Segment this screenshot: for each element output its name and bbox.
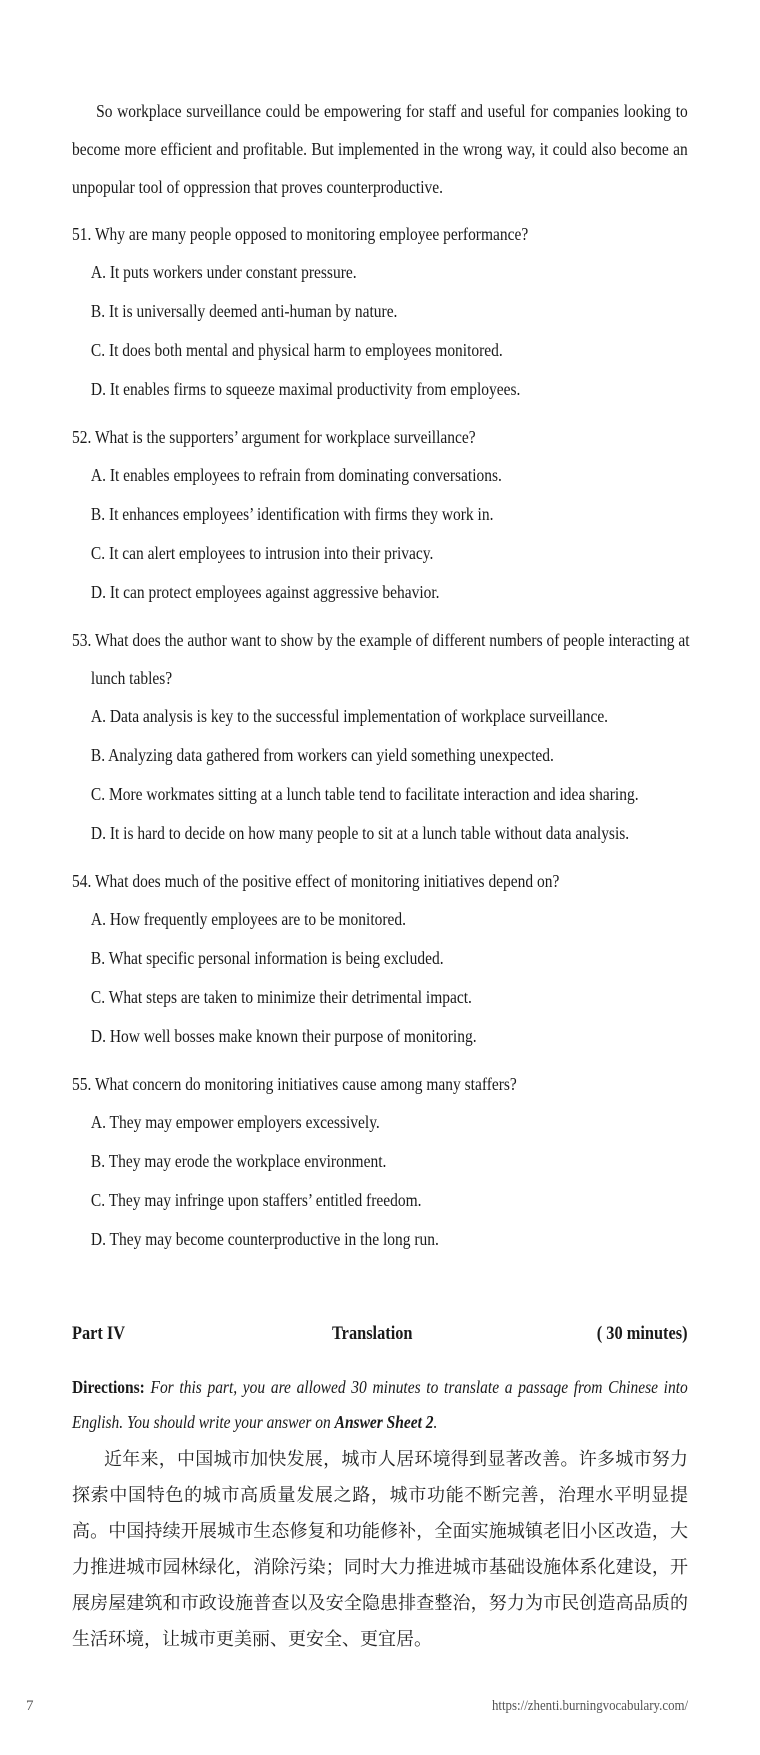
question-stem: 55. What concern do monitoring initiatives cause among many staffers? [72, 1074, 517, 1094]
question-stem: 53. What does the author want to show by the example of different numbers of people interacting at lunch tables? [72, 630, 690, 688]
answer-sheet-ref: Answer Sheet 2 [334, 1412, 434, 1432]
option-c: C. It can alert employees to intrusion into their privacy. [90, 543, 434, 563]
directions [72, 1370, 688, 1440]
option-b: B. They may erode the workplace environment. [90, 1151, 387, 1171]
intro-paragraph: So workplace surveillance could be empowering for staff and useful for companies looking to become more efficient and profitable. But implemented in the wrong way, it could also become an unpopular tool of oppression that proves counterproductive. [72, 101, 688, 197]
question-55 [72, 1065, 688, 1259]
reading-section [72, 92, 688, 1259]
question-54 [72, 862, 688, 1056]
part-time: ( 30 minutes) [597, 1323, 688, 1344]
directions-end: . [433, 1412, 438, 1432]
option-d: D. It is hard to decide on how many people to sit at a lunch table without data analysis. [90, 823, 630, 843]
option-a: A. It puts workers under constant pressure. [90, 262, 357, 282]
question-51 [72, 215, 688, 409]
option-a: A. How frequently employees are to be monitored. [90, 909, 407, 929]
option-c: C. More workmates sitting at a lunch table tend to facilitate interaction and idea sharing. [90, 784, 639, 804]
option-c: C. What steps are taken to minimize their detrimental impact. [90, 987, 472, 1007]
option-a: A. It enables employees to refrain from dominating conversations. [90, 465, 502, 485]
footer-url: https://zhenti.burningvocabulary.com/ [491, 1698, 688, 1714]
option-d: D. They may become counterproductive in the long run. [90, 1229, 439, 1249]
question-stem: 52. What is the supporters’ argument for workplace surveillance? [72, 427, 476, 447]
question-stem: 54. What does much of the positive effect of monitoring initiatives depend on? [72, 871, 560, 891]
option-b: B. It enhances employees’ identification with firms they work in. [90, 504, 494, 524]
part-title: Translation [332, 1323, 413, 1344]
page-number: 7 [26, 1698, 34, 1714]
option-c: C. They may infringe upon staffers’ entitled freedom. [90, 1190, 422, 1210]
chinese-passage: 近年来，中国城市加快发展，城市人居环境得到显著改善。许多城市努力探索中国特色的城市高质量发展之路，城市功能不断完善，治理水平明显提高。中国持续开展城市生态修复和功能修补，全面实施城镇老旧小区改造，大力推进城市园林绿化，消除污染；同时大力推进城市基础设施体系化建设，开展房屋建筑和市政设施普查以及安全隐患排查整治，努力为市民创造高品质的生活环境，让城市更美丽、更安全、更宜居。 [72, 1449, 688, 1650]
option-d: D. It can protect employees against aggressive behavior. [90, 582, 440, 602]
directions-label: Directions: [72, 1377, 145, 1397]
option-a: A. Data analysis is key to the successful implementation of workplace surveillance. [90, 706, 609, 726]
directions-text: For this part, you are allowed 30 minutes to translate a passage from Chinese into English. You should write your answer on [72, 1377, 688, 1432]
option-b: B. Analyzing data gathered from workers can yield something unexpected. [90, 745, 554, 765]
question-53 [72, 621, 688, 853]
option-b: B. It is universally deemed anti-human by nature. [90, 301, 398, 321]
option-a: A. They may empower employers excessively. [90, 1112, 380, 1132]
question-stem: 51. Why are many people opposed to monitoring employee performance? [72, 224, 529, 244]
question-52 [72, 418, 688, 612]
option-d: D. It enables firms to squeeze maximal productivity from employees. [90, 379, 521, 399]
option-b: B. What specific personal information is being excluded. [90, 948, 444, 968]
part-header [72, 1323, 688, 1353]
option-d: D. How well bosses make known their purpose of monitoring. [90, 1026, 477, 1046]
part-label: Part IV [72, 1323, 126, 1344]
option-c: C. It does both mental and physical harm to employees monitored. [90, 340, 503, 360]
